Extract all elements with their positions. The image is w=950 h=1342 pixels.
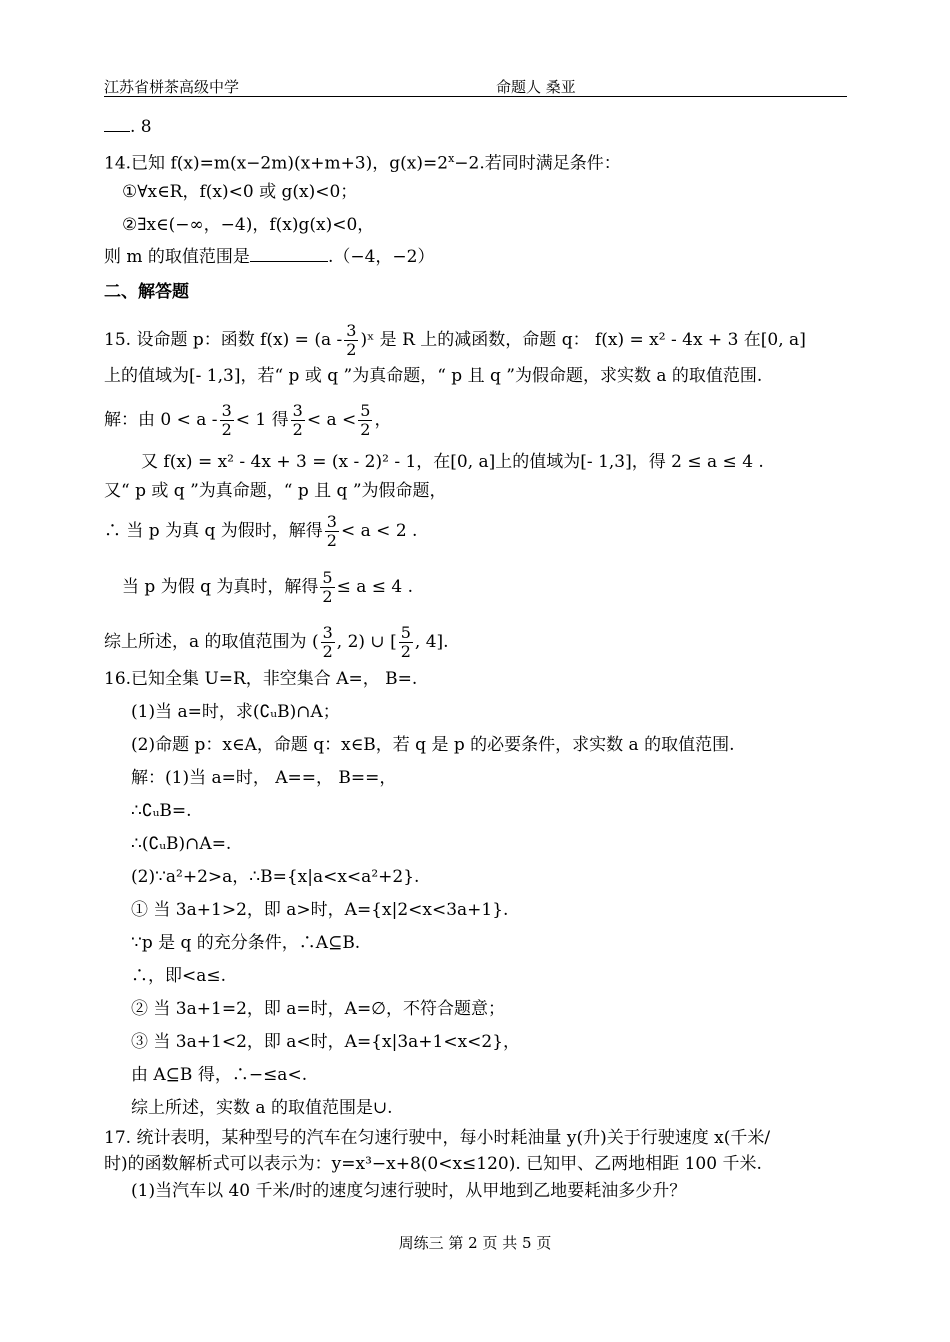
q16-solution-9: ③ 当 3a+1<2，即 a<时，A={x|3a+1<x<2}， [131,1032,521,1052]
fraction: $\frac{3}{2}$ [292,401,303,439]
q14-statement: 14.已知 f(x)=m(x−2m)(x+m+3)，$g(x)=2^x-2$.若同时满足条件： [104,152,621,174]
q15-solution-5: 当 p 为假 q 为真时，解得 $\frac{5}{2}$ ≤ a ≤ 4 . [122,568,414,606]
q16-solution-11: 综上所述，实数 a 的取值范围是∪. [131,1098,393,1118]
page-header [104,76,847,97]
q15-solution-3: 又“ p 或 q ”为真命题，“ p 且 q ”为假命题， [104,481,447,501]
q15-solution-2: 又 f(x) = x² - 4x + 3 = (x - 2)² - 1，在[0, a]上的值域为[- 1,3]，得 2 ≤ a ≤ 4 . [141,452,764,472]
q15-solution-1: 解：由 0 < a - $\frac{3}{2}$ < 1 得 $\frac{3}{2}$ < a < $\frac{5}{2}$ ， [104,401,392,439]
q16-solution-1: 解：(1)当 a=时， A==， B==， [131,768,397,788]
answer-blank [104,117,130,132]
q16-solution-6: ∵p 是 q 的充分条件，∴A⊆B. [131,933,361,953]
q16-part-2: (2)命题 p：x∈A，命题 q：x∈B，若 q 是 p 的必要条件，求实数 a 的取值范围. [131,735,735,755]
q15-statement-1: 15. 设命题 p：函数 f(x) = (a - $\frac{3}{2}$ )ˣ 是 R 上的减函数，命题 q： f(x) = x² - 4x + 3 在[0, a] [104,321,806,359]
q16-solution-7: ∴，即<a≤. [131,966,227,986]
page-footer: 周练三 第 2 页 共 5 页 [398,1234,552,1252]
q17-statement-1: 17. 统计表明，某种型号的汽车在匀速行驶中，每小时耗油量 y(升)关于行驶速度 x(千米/ [104,1128,771,1148]
fraction: $\frac{5}{2}$ [400,623,411,661]
fraction: $\frac{3}{2}$ [221,401,232,439]
q15-statement-2: 上的值域为[- 1,3]，若“ p 或 q ”为真命题，“ p 且 q ”为假命题，求实数 a 的取值范围. [104,366,763,386]
q16-statement: 16.已知全集 U=R，非空集合 A=， B=. [104,669,418,689]
q14-condition-2: ②∃x∈(−∞，−4)，f(x)g(x)<0， [122,215,375,235]
section-heading: 二、解答题 [104,282,189,302]
q16-part-1: (1)当 a=时，求(∁ᵤB)∩A； [131,702,340,722]
q14-condition-1: ①∀x∈R，f(x)<0 或 g(x)<0； [122,182,358,202]
fraction: $\frac{5}{2}$ [360,401,371,439]
fraction: $\frac{3}{2}$ [346,321,357,359]
answer-line: . 8 [104,116,152,138]
q16-solution-8: ② 当 3a+1=2，即 a=时，A=∅，不符合题意； [131,999,505,1019]
fraction: $\frac{3}{2}$ [322,623,333,661]
author: 命题人 桑亚 [496,78,576,96]
q17-statement-2: 时)的函数解析式可以表示为：y=x³−x+8(0<x≤120). 已知甲、乙两地相距 100 千米. [104,1154,762,1174]
q15-solution-4: ∴ 当 p 为真 q 为假时，解得 $\frac{3}{2}$ < a < 2 . [104,512,418,550]
fraction: $\frac{3}{2}$ [326,512,337,550]
fraction: $\frac{5}{2}$ [322,568,333,606]
q16-solution-2: ∴∁ᵤB=. [131,801,192,821]
q14-answer: 则 m 的取值范围是 .（−4，−2） [104,247,435,267]
q17-part-1: (1)当汽车以 40 千米/时的速度匀速行驶时，从甲地到乙地要耗油多少升？ [131,1181,687,1201]
q16-solution-10: 由 A⊆B 得，∴−≤a<. [131,1065,308,1085]
school-name: 江苏省栟茶高级中学 [104,78,240,96]
q16-solution-3: ∴(∁ᵤB)∩A=. [131,834,232,854]
answer-blank [250,247,328,262]
q16-solution-4: (2)∵a²+2>a，∴B={x|a<x<a²+2}. [131,867,420,887]
q15-solution-6: 综上所述，a 的取值范围为 ( $\frac{3}{2}$ , 2) ∪ [ $\frac{5}{2}$ , 4]. [104,623,449,661]
q16-solution-5: ① 当 3a+1>2，即 a>时，A={x|2<x<3a+1}. [131,900,509,920]
